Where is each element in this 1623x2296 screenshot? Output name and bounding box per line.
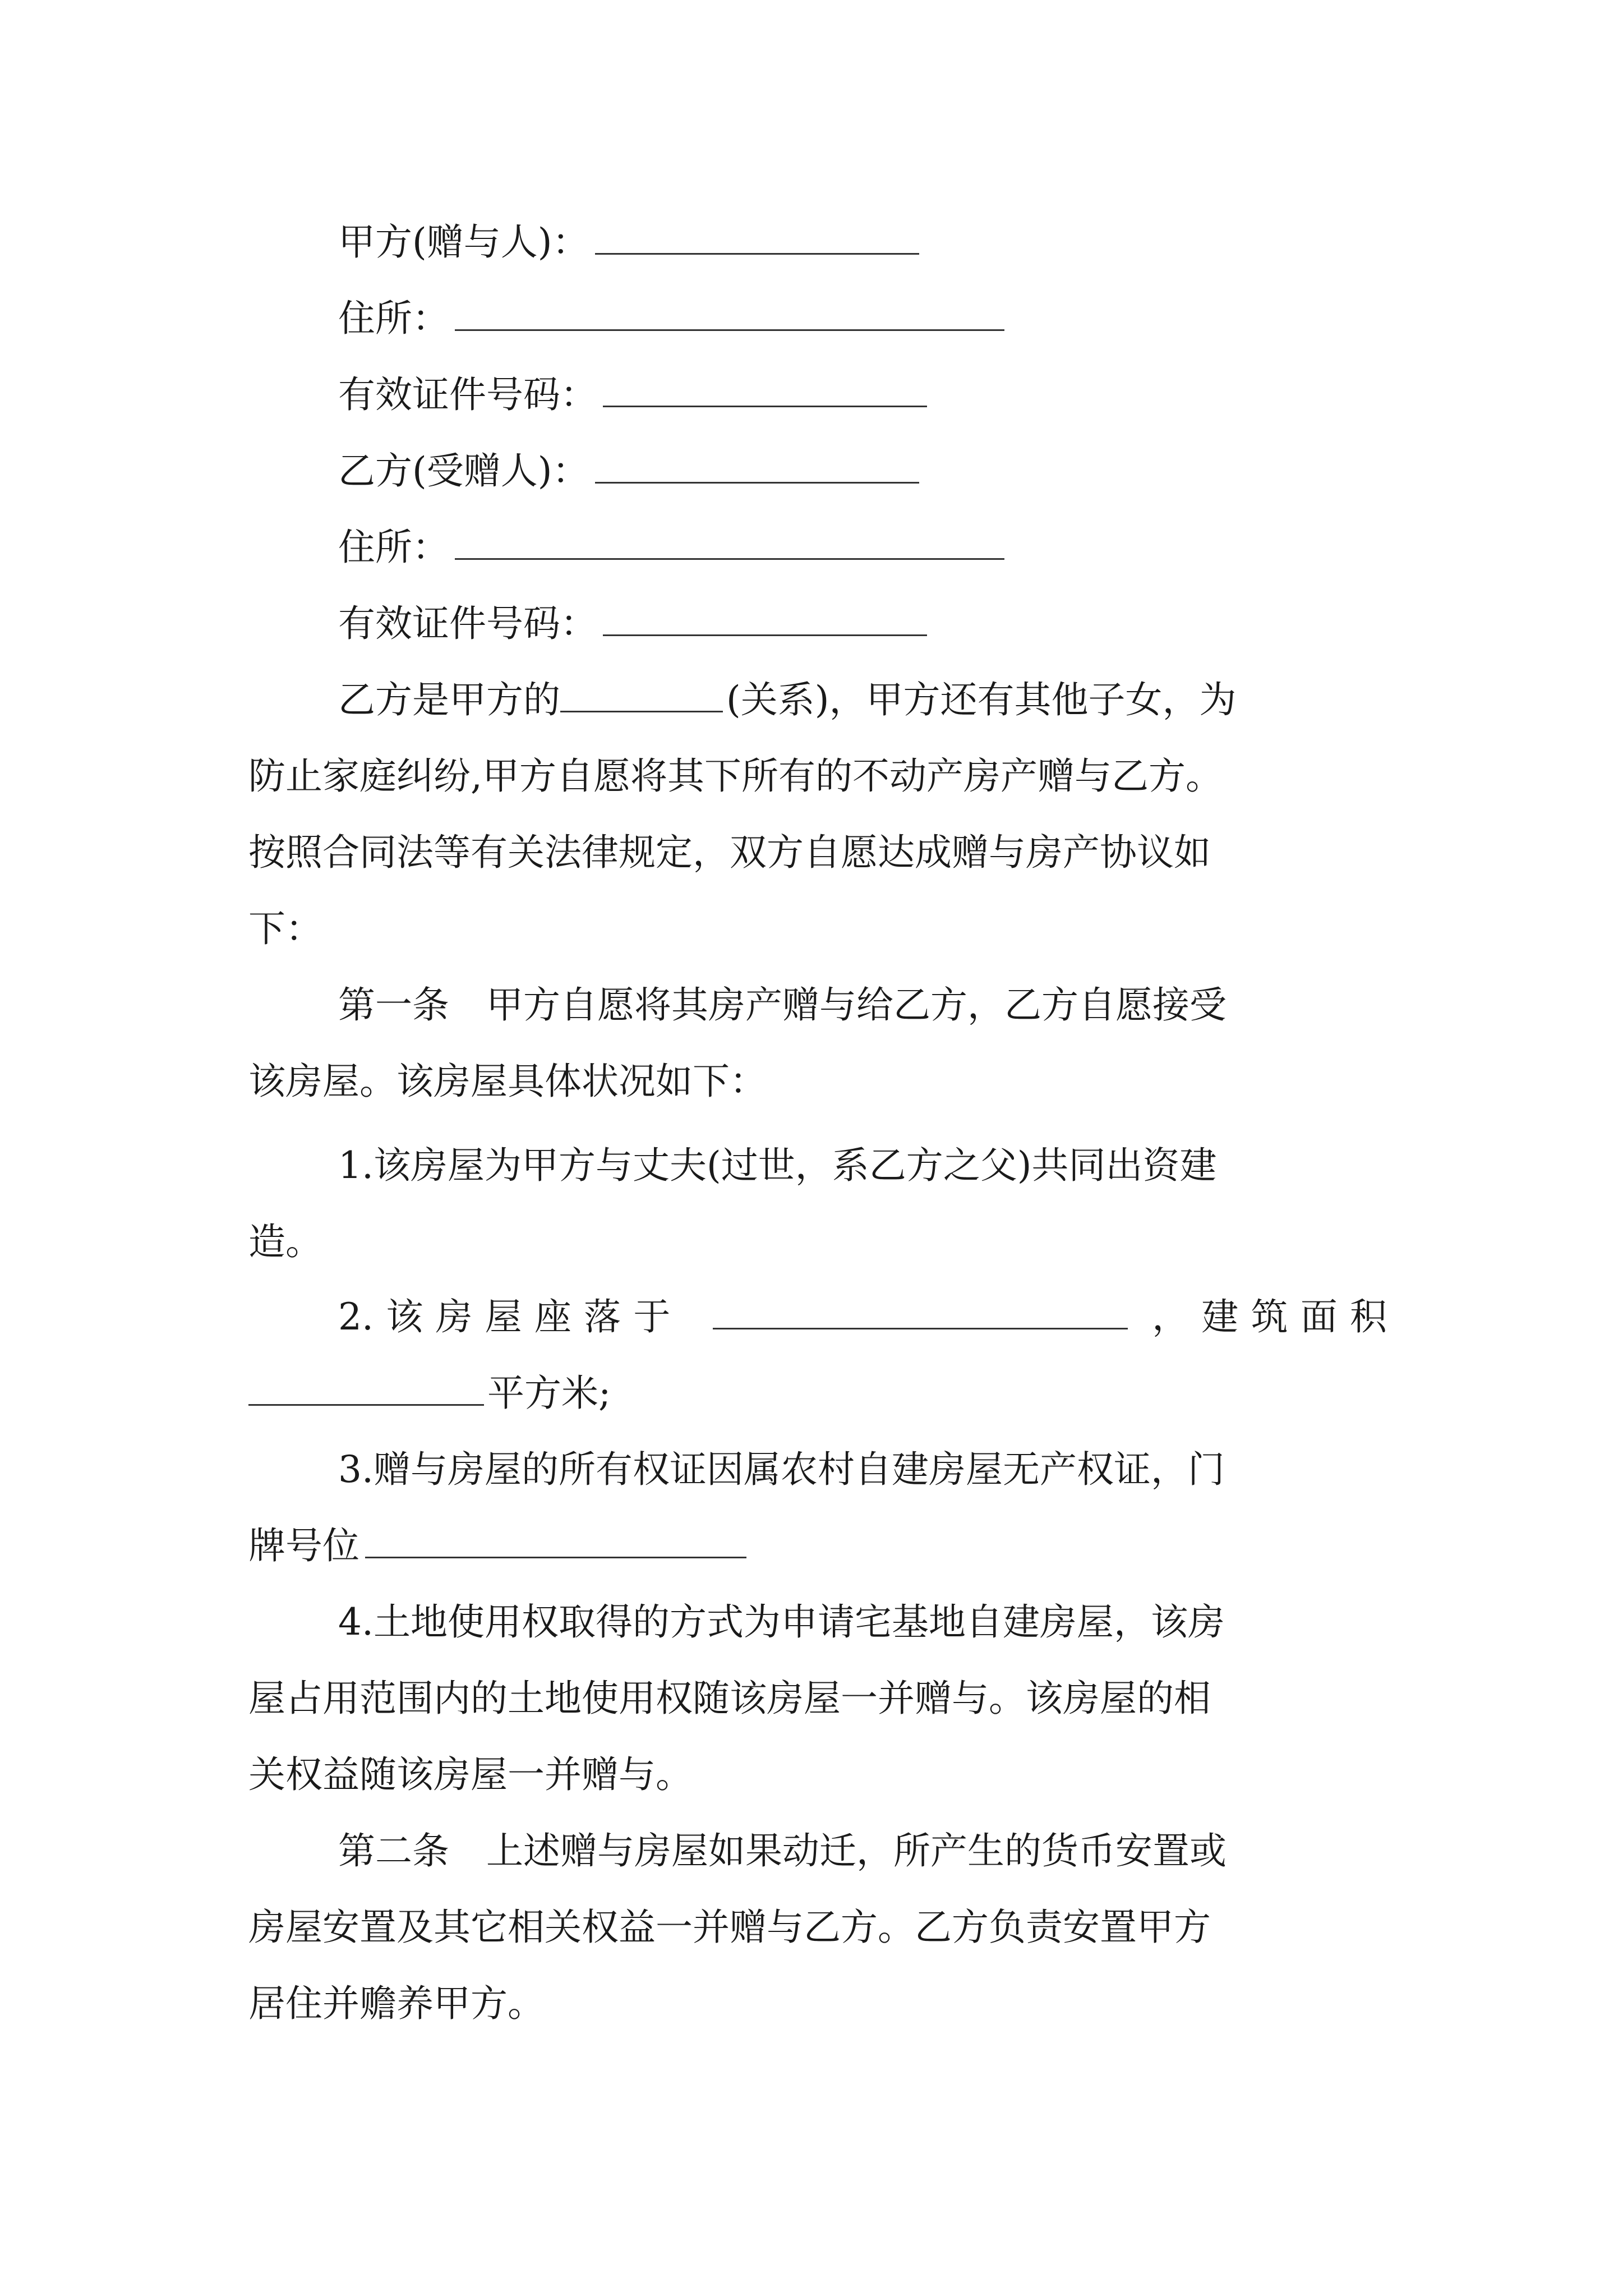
preamble-text: 乙方是甲方的 (338, 678, 560, 721)
item-3-line-2 (248, 1508, 1387, 1584)
relationship-blank[interactable] (560, 679, 723, 712)
item-2-text: 平方米; (487, 1372, 611, 1415)
area-blank[interactable] (248, 1373, 484, 1406)
party-a-address-line (338, 280, 1387, 357)
item-2-line-2 (248, 1355, 1387, 1432)
article-2-line-2: 房屋安置及其它相关权益一并赠与乙方。乙方负责安置甲方 (248, 1906, 1211, 1949)
item-2-line-1 (338, 1279, 1387, 1355)
party-a-id-line (338, 357, 1387, 433)
party-a-name-line (338, 204, 1387, 280)
party-b-id-line (338, 586, 1387, 662)
article-1-line-2: 该房屋。该房屋具体状况如下： (248, 1060, 767, 1103)
party-b-address-line (338, 509, 1387, 586)
party-a-address-label: 住所： (338, 297, 449, 340)
item-3-text: 牌号位 (248, 1524, 359, 1567)
item-4-line-3: 关权益随该房屋一并赠与。 (248, 1753, 693, 1796)
preamble-text: (关系)，甲方还有其他子女，为 (726, 678, 1237, 721)
party-a-address-blank[interactable] (455, 298, 1004, 331)
preamble-line-3: 按照合同法等有关法律规定，双方自愿达成赠与房产协议如 (248, 831, 1211, 874)
item-2-text: 2.该房屋座落于 (338, 1295, 683, 1338)
party-b-id-blank[interactable] (603, 603, 927, 636)
party-a-id-label: 有效证件号码： (338, 373, 597, 416)
party-b-address-blank[interactable] (455, 527, 1004, 560)
house-number-blank[interactable] (365, 1525, 746, 1558)
item-4-line-2: 屋占用范围内的土地使用权随该房屋一并赠与。该房屋的相 (248, 1677, 1211, 1720)
item-1-line-1: 1.该房屋为甲方与丈夫(过世，系乙方之父)共同出资建 (338, 1144, 1217, 1187)
preamble-line-2: 防止家庭纠纷,甲方自愿将其下所有的不动产房产赠与乙方。 (248, 754, 1223, 798)
item-1-line-2: 造。 (248, 1220, 322, 1263)
party-b-address-label: 住所： (338, 526, 449, 569)
party-a-label: 甲方(赠与人)： (338, 220, 589, 264)
preamble-line-1 (338, 662, 1387, 738)
party-a-name-blank[interactable] (595, 222, 919, 255)
location-blank[interactable] (713, 1296, 1128, 1329)
article-2-line-3: 居住并赡养甲方。 (248, 1982, 545, 2025)
party-b-name-line (338, 433, 1387, 509)
article-2-line-1: 第二条 上述赠与房屋如果动迁，所产生的货币安置或 (338, 1829, 1227, 1872)
party-b-name-blank[interactable] (595, 450, 919, 484)
item-2-text: ，建筑面积 (1152, 1295, 1387, 1338)
item-3-line-1: 3.赠与房屋的所有权证因属农村自建房屋无产权证，门 (338, 1448, 1225, 1491)
party-a-id-blank[interactable] (603, 374, 927, 407)
article-1-line-1: 第一条 甲方自愿将其房产赠与给乙方，乙方自愿接受 (338, 983, 1227, 1027)
party-b-id-label: 有效证件号码： (338, 602, 597, 645)
preamble-line-4: 下： (248, 907, 322, 950)
item-4-line-1: 4.土地使用权取得的方式为申请宅基地自建房屋，该房 (338, 1600, 1225, 1644)
party-b-label: 乙方(受赠人)： (338, 449, 589, 493)
